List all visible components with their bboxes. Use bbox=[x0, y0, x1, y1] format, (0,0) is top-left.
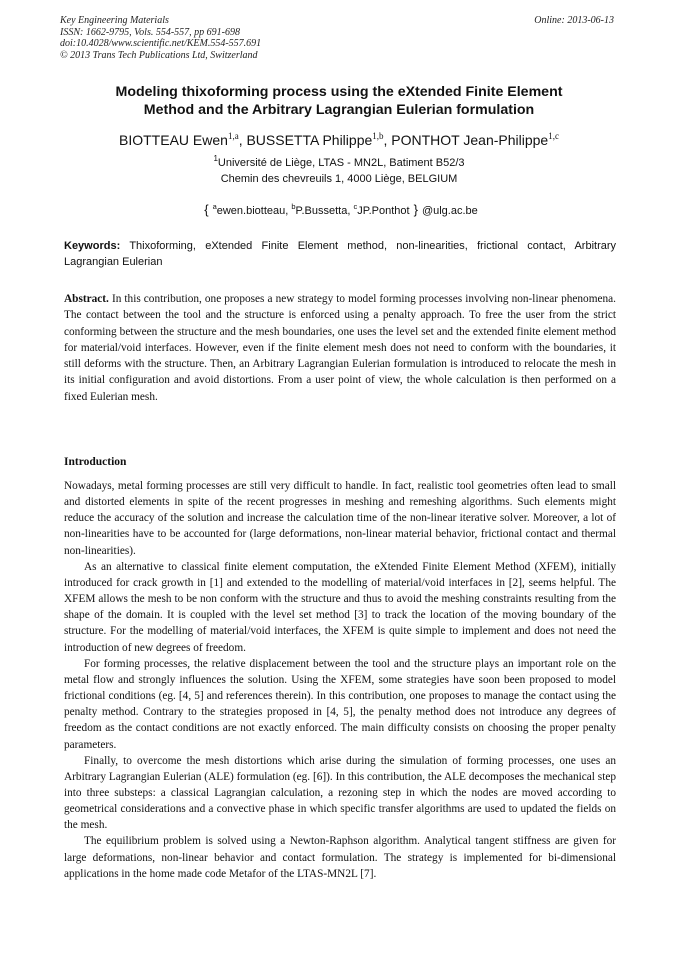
author-affiliation-mark: 1,c bbox=[548, 131, 559, 141]
email-line bbox=[60, 203, 618, 218]
abstract-label: Abstract. bbox=[64, 293, 109, 305]
email-c[interactable]: JP.Ponthot bbox=[357, 205, 410, 217]
author-name: BIOTTEAU Ewen bbox=[119, 132, 228, 148]
title-line-2: Method and the Arbitrary Lagrangian Eulerian formulation bbox=[143, 102, 535, 118]
affiliation-mark: 1 bbox=[213, 154, 218, 163]
section-heading-introduction: Introduction bbox=[64, 456, 127, 468]
copyright-line: © 2013 Trans Tech Publications Ltd, Switzerland bbox=[60, 49, 258, 61]
paragraph: Nowadays, metal forming processes are still very difficult to handle. In fact, realistic tool geometries often lead to small and distorted elements in spite of the recent progresses in meshing and remeshing algorithms. Such elements might reduce the accuracy of the solution and increase the calculation time of the non-linear iterative solver. Moreover, a lot of non-linearities have to be accounted for (large deformations, non-linear material behavior, frictional contact and thermal non-linearities). bbox=[64, 480, 616, 557]
keywords-label: Keywords: bbox=[64, 240, 121, 252]
paragraph: Finally, to overcome the mesh distortions which arise during the simulation of forming processes, one uses an Arbitrary Lagrangian Eulerian (ALE) formulation (eg. [6]). In this contribution, the ALE decomposes the mechanical step into three substeps: a classical Lagrangian calculation, a rezoning step in which the nodes are moved according to geometrical considerations and a convective phase in which specific transfer algorithms are used to updated the fields on the mesh. bbox=[64, 754, 616, 832]
issn-line: ISSN: 1662-9795, Vols. 554-557, pp 691-698 bbox=[60, 26, 240, 38]
journal-header bbox=[60, 15, 618, 61]
affiliation-line-2: Chemin des chevreuils 1, 4000 Liège, BELGIUM bbox=[220, 172, 458, 185]
email-mark-c: c bbox=[353, 202, 358, 211]
paper-title bbox=[60, 83, 618, 119]
author-name: PONTHOT Jean-Philippe bbox=[391, 132, 549, 148]
keywords bbox=[64, 238, 616, 270]
paragraph: The equilibrium problem is solved using a Newton-Raphson algorithm. Analytical tangent stiffness are given for large deformations, non-linear behavior and contact formulation. The strategy is implemented for bi-dimensional applications in the home made code Metafor of the LTAS-MN2L [7]. bbox=[64, 835, 616, 880]
doi-line[interactable]: doi:10.4028/www.scientific.net/KEM.554-557.691 bbox=[60, 38, 262, 49]
journal-name: Key Engineering Materials bbox=[60, 15, 169, 26]
affiliation bbox=[60, 156, 618, 187]
email-brace-close: } bbox=[413, 202, 418, 217]
title-line-1: Modeling thixoforming process using the eXtended Finite Element bbox=[115, 84, 563, 100]
email-mark-b: b bbox=[291, 202, 296, 211]
online-date: Online: 2013-06-13 bbox=[534, 15, 614, 26]
email-b[interactable]: P.Bussetta, bbox=[295, 205, 354, 217]
author-separator: , bbox=[383, 132, 392, 148]
email-brace-open: { bbox=[204, 202, 209, 217]
email-a[interactable]: ewen.biotteau, bbox=[216, 205, 292, 217]
email-domain: @ulg.ac.be bbox=[421, 205, 478, 217]
author-name: BUSSETTA Philippe bbox=[246, 132, 373, 148]
author-affiliation-mark: 1,b bbox=[372, 131, 384, 141]
affiliation-line-1: Université de Liège, LTAS - MN2L, Batiment B52/3 bbox=[217, 157, 465, 169]
paragraph: For forming processes, the relative displacement between the tool and the structure plays an important role on the metal flow and strongly influences the solution. Using the XFEM, some strategies have soon been proposed to model frictional conditions (eg. [4, 5] and references therein). In this contribution, one proposes to manage the contact using the penalty method. Contrary to the strategies proposed in [4, 5], the penalty method does not introduce any degrees of freedom as the contact conditions are not exactly enforced. The main difficulty consists on choosing the proper penalty parameters. bbox=[64, 657, 616, 751]
abstract bbox=[64, 291, 616, 405]
author-separator: , bbox=[238, 132, 247, 148]
author-list bbox=[60, 132, 618, 148]
author-affiliation-mark: 1,a bbox=[227, 131, 239, 141]
keywords-text: Thixoforming, eXtended Finite Element method, non-linearities, frictional contact, Arbitrary Lagrangian Eulerian bbox=[64, 240, 617, 268]
paragraph: As an alternative to classical finite element computation, the eXtended Finite Element Method (XFEM), initially introduced for crack growth in [1] and extended to the modelling of material/void interfaces in [2], seems helpful. The XFEM allows the mesh to be non conform with the structure and thus to avoid the meshing constraints resulting from the shape of the domain. It is coupled with the level set method [3] to track the location of the moving boundary of the structure. For the modelling of material/void interfaces, the XFEM is quite simple to implement and does not need the introduction of new degrees of freedom. bbox=[64, 560, 616, 654]
introduction-body bbox=[64, 478, 616, 882]
abstract-text: In this contribution, one proposes a new strategy to model forming processes involving non-linear phenomena. The contact between the tool and the structure is enforced using a penalty approach. To free the user from the strict conforming between the structure and the mesh boundaries, one uses the level set and the extended finite element method for material/void interfaces. However, even if the finite element mesh does not need to conform with the boundaries, it still deforms with the structure. Then, an Arbitrary Lagrangian Eulerian formulation is introduced to relocate the mesh in its initial configuration and avoid distortions. From a user point of view, the whole calculation is then performed on a fixed Eulerian mesh. bbox=[64, 293, 616, 403]
email-mark-a: a bbox=[212, 202, 217, 211]
